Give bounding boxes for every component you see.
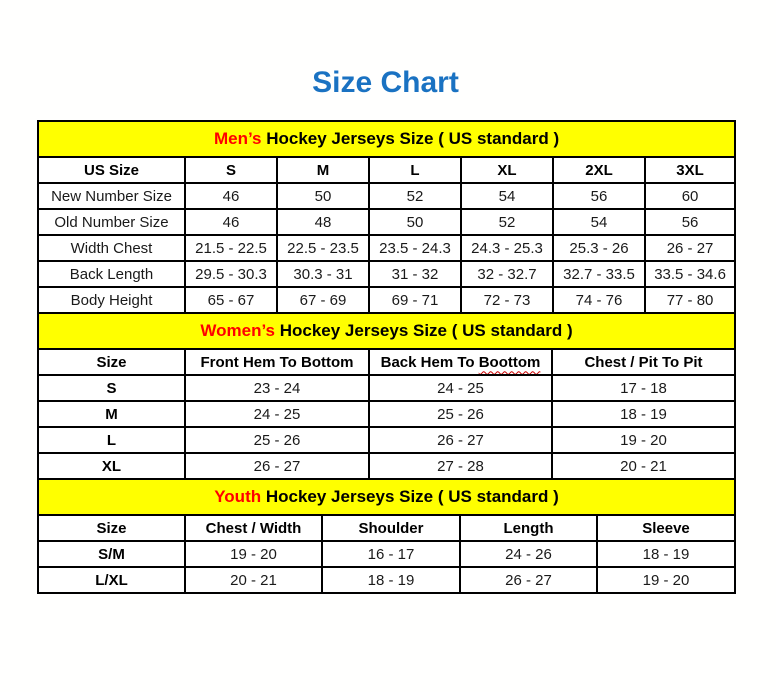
youth-size-table <box>37 478 736 594</box>
youth-value-cell: 18 - 19 <box>597 541 735 567</box>
mens-table-row <box>38 209 735 235</box>
womens-value-cell: 17 - 18 <box>552 375 735 401</box>
womens-value-cell: 19 - 20 <box>552 427 735 453</box>
mens-col-header-5: 2XL <box>553 157 645 183</box>
mens-value-cell: 54 <box>461 183 553 209</box>
mens-value-cell: 29.5 - 30.3 <box>185 261 277 287</box>
mens-value-cell: 24.3 - 25.3 <box>461 235 553 261</box>
mens-row-label: Old Number Size <box>38 209 185 235</box>
mens-value-cell: 56 <box>553 183 645 209</box>
mens-value-cell: 23.5 - 24.3 <box>369 235 461 261</box>
womens-col-header-1: Front Hem To Bottom <box>185 349 369 375</box>
mens-value-cell: 60 <box>645 183 735 209</box>
womens-row-label: M <box>38 401 185 427</box>
womens-table-row <box>38 427 735 453</box>
mens-value-cell: 67 - 69 <box>277 287 369 313</box>
youth-col-header-1: Chest / Width <box>185 515 322 541</box>
youth-value-cell: 26 - 27 <box>460 567 597 593</box>
mens-value-cell: 32.7 - 33.5 <box>553 261 645 287</box>
youth-table-row <box>38 541 735 567</box>
womens-section-band: Women’s Hockey Jerseys Size ( US standard ) <box>38 313 735 349</box>
youth-value-cell: 18 - 19 <box>322 567 460 593</box>
mens-value-cell: 22.5 - 23.5 <box>277 235 369 261</box>
youth-col-header-3: Length <box>460 515 597 541</box>
mens-section-band: Men’s Hockey Jerseys Size ( US standard ) <box>38 121 735 157</box>
womens-value-cell: 18 - 19 <box>552 401 735 427</box>
mens-value-cell: 32 - 32.7 <box>461 261 553 287</box>
mens-col-header-2: M <box>277 157 369 183</box>
mens-value-cell: 26 - 27 <box>645 235 735 261</box>
youth-row-label: S/M <box>38 541 185 567</box>
youth-col-header-4: Sleeve <box>597 515 735 541</box>
mens-row-label: Back Length <box>38 261 185 287</box>
womens-band-highlight: Women’s <box>200 321 275 340</box>
mens-value-cell: 46 <box>185 183 277 209</box>
spellcheck-squiggle: Boottom <box>478 353 541 371</box>
mens-row-label: Body Height <box>38 287 185 313</box>
youth-value-cell: 24 - 26 <box>460 541 597 567</box>
womens-value-cell: 25 - 26 <box>369 401 552 427</box>
page-title: Size Chart <box>312 66 459 99</box>
mens-table-row <box>38 183 735 209</box>
mens-value-cell: 21.5 - 22.5 <box>185 235 277 261</box>
womens-value-cell: 27 - 28 <box>369 453 552 479</box>
womens-row-label: L <box>38 427 185 453</box>
mens-band-highlight: Men’s <box>213 129 262 148</box>
mens-col-header-3: L <box>369 157 461 183</box>
mens-value-cell: 30.3 - 31 <box>277 261 369 287</box>
mens-col-header-4: XL <box>461 157 553 183</box>
mens-row-label: New Number Size <box>38 183 185 209</box>
mens-value-cell: 69 - 71 <box>369 287 461 313</box>
womens-col-header-3: Chest / Pit To Pit <box>552 349 735 375</box>
mens-row-label: Width Chest <box>38 235 185 261</box>
mens-value-cell: 48 <box>277 209 369 235</box>
mens-table-row <box>38 235 735 261</box>
womens-value-cell: 24 - 25 <box>185 401 369 427</box>
womens-col-header-0: Size <box>38 349 185 375</box>
mens-value-cell: 33.5 - 34.6 <box>645 261 735 287</box>
mens-col-header-0: US Size <box>38 157 185 183</box>
womens-value-cell: 25 - 26 <box>185 427 369 453</box>
youth-value-cell: 16 - 17 <box>322 541 460 567</box>
youth-col-header-0: Size <box>38 515 185 541</box>
youth-table-row <box>38 567 735 593</box>
mens-value-cell: 72 - 73 <box>461 287 553 313</box>
womens-value-cell: 23 - 24 <box>185 375 369 401</box>
womens-size-table <box>37 312 736 480</box>
womens-table-row <box>38 375 735 401</box>
womens-row-label: S <box>38 375 185 401</box>
mens-value-cell: 65 - 67 <box>185 287 277 313</box>
mens-value-cell: 50 <box>277 183 369 209</box>
womens-value-cell: 24 - 25 <box>369 375 552 401</box>
youth-value-cell: 20 - 21 <box>185 567 322 593</box>
womens-col-header-2: Back Hem To Boottom <box>369 349 552 375</box>
mens-col-header-6: 3XL <box>645 157 735 183</box>
size-chart-page <box>37 0 734 594</box>
youth-row-label: L/XL <box>38 567 185 593</box>
mens-col-header-1: S <box>185 157 277 183</box>
mens-value-cell: 56 <box>645 209 735 235</box>
womens-row-label: XL <box>38 453 185 479</box>
youth-band-highlight: Youth <box>214 487 262 506</box>
mens-size-table <box>37 120 736 314</box>
youth-value-cell: 19 - 20 <box>597 567 735 593</box>
mens-value-cell: 74 - 76 <box>553 287 645 313</box>
mens-value-cell: 52 <box>461 209 553 235</box>
mens-value-cell: 25.3 - 26 <box>553 235 645 261</box>
mens-table-row <box>38 287 735 313</box>
womens-value-cell: 26 - 27 <box>185 453 369 479</box>
womens-value-cell: 26 - 27 <box>369 427 552 453</box>
mens-value-cell: 46 <box>185 209 277 235</box>
mens-table-row <box>38 261 735 287</box>
youth-value-cell: 19 - 20 <box>185 541 322 567</box>
mens-value-cell: 50 <box>369 209 461 235</box>
mens-value-cell: 77 - 80 <box>645 287 735 313</box>
womens-value-cell: 20 - 21 <box>552 453 735 479</box>
womens-table-row <box>38 453 735 479</box>
womens-table-row <box>38 401 735 427</box>
youth-col-header-2: Shoulder <box>322 515 460 541</box>
youth-section-band: Youth Hockey Jerseys Size ( US standard ) <box>38 479 735 515</box>
mens-value-cell: 52 <box>369 183 461 209</box>
mens-value-cell: 31 - 32 <box>369 261 461 287</box>
mens-value-cell: 54 <box>553 209 645 235</box>
